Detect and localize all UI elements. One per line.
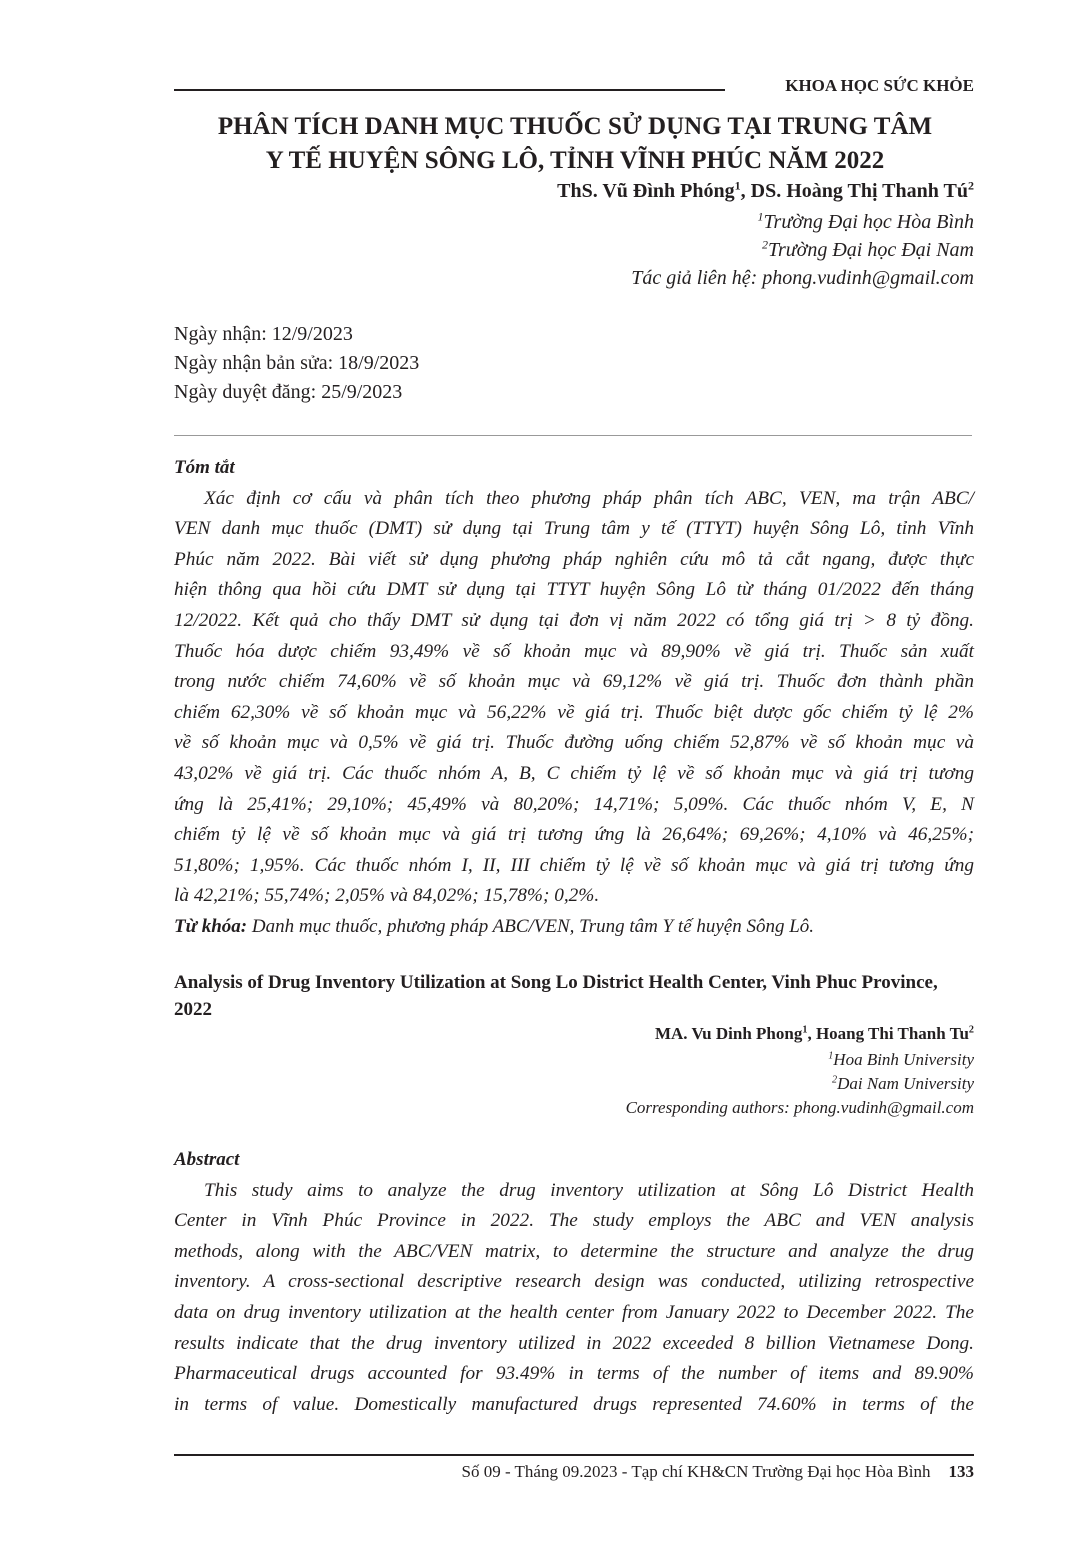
- section-label: KHOA HỌC SỨC KHỎE: [785, 76, 974, 95]
- abstract-heading: Abstract: [174, 1149, 240, 1170]
- author-1-sup: 1: [734, 178, 741, 193]
- aff-text: Trường Đại học Hòa Bình: [763, 211, 974, 233]
- text-line: hiện thông qua hồi cứu DMT sử dụng tại TTYT huyện Sông Lô từ tháng 01/2022 đến tháng: [174, 579, 974, 601]
- author-2-sup: 2: [968, 1024, 974, 1036]
- english-authors: [655, 1024, 974, 1044]
- text-line: ứng là 25,41%; 29,10%; 45,49% và 80,20%; 14,71%; 5,09%. Các thuốc nhóm V, E, N: [174, 793, 974, 815]
- affiliation-2: [631, 236, 974, 264]
- text-line: VEN danh mục thuốc (DMT) sử dụng tại Trung tâm y tế (TTYT) huyện Sông Lô, tỉnh Vĩnh: [174, 518, 974, 540]
- affiliation-2: [626, 1072, 974, 1096]
- author-1: ThS. Vũ Đình Phóng: [557, 180, 735, 202]
- authors: [557, 180, 974, 203]
- author-1-sup: 1: [802, 1024, 808, 1036]
- text-line: Thuốc hóa dược chiếm 93,49% về số khoản mục và 89,90% về giá trị. Thuốc sản xuất: [174, 640, 974, 662]
- affiliations: [631, 208, 974, 292]
- author-1: MA. Vu Dinh Phong: [654, 1024, 803, 1043]
- contact-email[interactable]: Corresponding authors: phong.vudinh@gmail.com: [625, 1098, 974, 1117]
- text-line: chiếm 62,30% về số khoản mục và 56,22% về giá trị. Thuốc biệt dược gốc chiếm tỷ lệ 2%: [174, 701, 974, 723]
- aff-sup: 2: [831, 1074, 838, 1086]
- text-line: in terms of value. Domestically manufactured drugs represented 74.60% in terms of the: [174, 1393, 974, 1415]
- author-2: Hoang Thi Thanh Tu: [815, 1024, 969, 1043]
- text-line: về số khoản mục và 0,5% về giá trị. Thuốc đường uống chiếm 52,87% về số khoản mục và: [174, 732, 974, 754]
- date-accepted: Ngày duyệt đăng: 25/9/2023: [174, 381, 403, 403]
- abstract: [174, 1145, 974, 1420]
- footer-rule: [174, 1454, 974, 1456]
- keywords: [174, 912, 974, 943]
- summary-text: [174, 484, 974, 912]
- text-line: methods, along with the ABC/VEN matrix, to determine the structure and analyze the drug: [174, 1240, 974, 1262]
- author-2: DS. Hoàng Thị Thanh Tú: [750, 180, 968, 202]
- title-line-1: PHÂN TÍCH DANH MỤC THUỐC SỬ DỤNG TẠI TRUNG TÂM: [217, 113, 933, 140]
- abstract-text: [174, 1176, 974, 1421]
- affiliation-1: [626, 1048, 974, 1072]
- aff-sup: 1: [828, 1050, 834, 1062]
- contact-email[interactable]: Tác giả liên hệ: phong.vudinh@gmail.com: [631, 267, 974, 289]
- text-line: là 42,21%; 55,74%; 2,05% và 84,02%; 15,78%; 0,2%.: [174, 885, 600, 907]
- aff-sup: 1: [757, 209, 764, 224]
- aff-text: Trường Đại học Đại Nam: [767, 239, 974, 261]
- text-line: This study aims to analyze the drug inventory utilization at Sông Lô District Health: [204, 1179, 974, 1201]
- summary-heading: Tóm tắt: [174, 457, 235, 478]
- text-line: Xác định cơ cấu và phân tích theo phương pháp phân tích ABC, VEN, ma trận ABC/: [204, 487, 974, 509]
- keywords-text: Danh mục thuốc, phương pháp ABC/VEN, Trung tâm Y tế huyện Sông Lô.: [247, 915, 815, 937]
- text-line: Pharmaceutical drugs accounted for 93.49% in terms of the number of items and 89.90%: [174, 1363, 974, 1385]
- author-sep: ,: [740, 180, 751, 202]
- aff-sup: 2: [761, 237, 768, 252]
- date-revised: Ngày nhận bản sửa: 18/9/2023: [174, 352, 420, 374]
- dates: [174, 320, 419, 407]
- title-line-2: Y TẾ HUYỆN SÔNG LÔ, TỈNH VĨNH PHÚC NĂM 2022: [265, 147, 885, 174]
- text-line: results indicate that the drug inventory utilized in 2022 exceeded 8 billion Vietnamese Dong.: [174, 1332, 974, 1354]
- divider: [174, 435, 972, 436]
- header-rule: [174, 89, 725, 91]
- aff-text: Dai Nam University: [837, 1074, 974, 1093]
- affiliation-1: [631, 208, 974, 236]
- footer: [461, 1462, 974, 1482]
- text-line: chiếm tỷ lệ về số khoản mục và giá trị tương ứng là 26,64%; 69,26%; 4,10% và 46,25%;: [174, 824, 974, 846]
- summary: [174, 453, 974, 943]
- text-line: 12/2022. Kết quả cho thấy DMT sử dụng tại đơn vị năm 2022 có tổng giá trị > 8 tỷ đồng.: [174, 609, 974, 631]
- keywords-label: Từ khóa:: [174, 915, 248, 937]
- page-number: 133: [948, 1462, 974, 1481]
- author-2-sup: 2: [968, 178, 974, 193]
- text-line: Phúc năm 2022. Bài viết sử dụng phương pháp nghiên cứu mô tả cắt ngang, được thực: [174, 548, 974, 570]
- text-line: 43,02% về giá trị. Các thuốc nhóm A, B, C chiếm tỷ lệ về số khoản mục và giá trị tương: [174, 762, 974, 784]
- journal-info: Số 09 - Tháng 09.2023 - Tạp chí KH&CN Trường Đại học Hòa Bình: [461, 1462, 931, 1481]
- aff-text: Hoa Binh University: [833, 1050, 974, 1069]
- text-line: 51,80%; 1,95%. Các thuốc nhóm I, II, III chiếm tỷ lệ về số khoản mục và giá trị tương ứng: [174, 854, 974, 876]
- author-sep: ,: [807, 1024, 816, 1043]
- text-line: data on drug inventory utilization at the health center from January 2022 to December 2022. The: [174, 1301, 974, 1323]
- article-title: [150, 110, 1000, 178]
- english-affiliations: [626, 1048, 974, 1120]
- text-line: Center in Vĩnh Phúc Province in 2022. The study employs the ABC and VEN analysis: [174, 1210, 974, 1232]
- date-received: Ngày nhận: 12/9/2023: [174, 323, 353, 345]
- text-line: trong nước chiếm 74,60% về số khoản mục và 69,12% về giá trị. Thuốc đơn thành phần: [174, 671, 974, 693]
- english-title: Analysis of Drug Inventory Utilization at Song Lo District Health Center, Vinh Phuc Province, 2022: [174, 972, 938, 1020]
- text-line: inventory. A cross-sectional descriptive research design was conducted, utilizing retrospective: [174, 1271, 974, 1293]
